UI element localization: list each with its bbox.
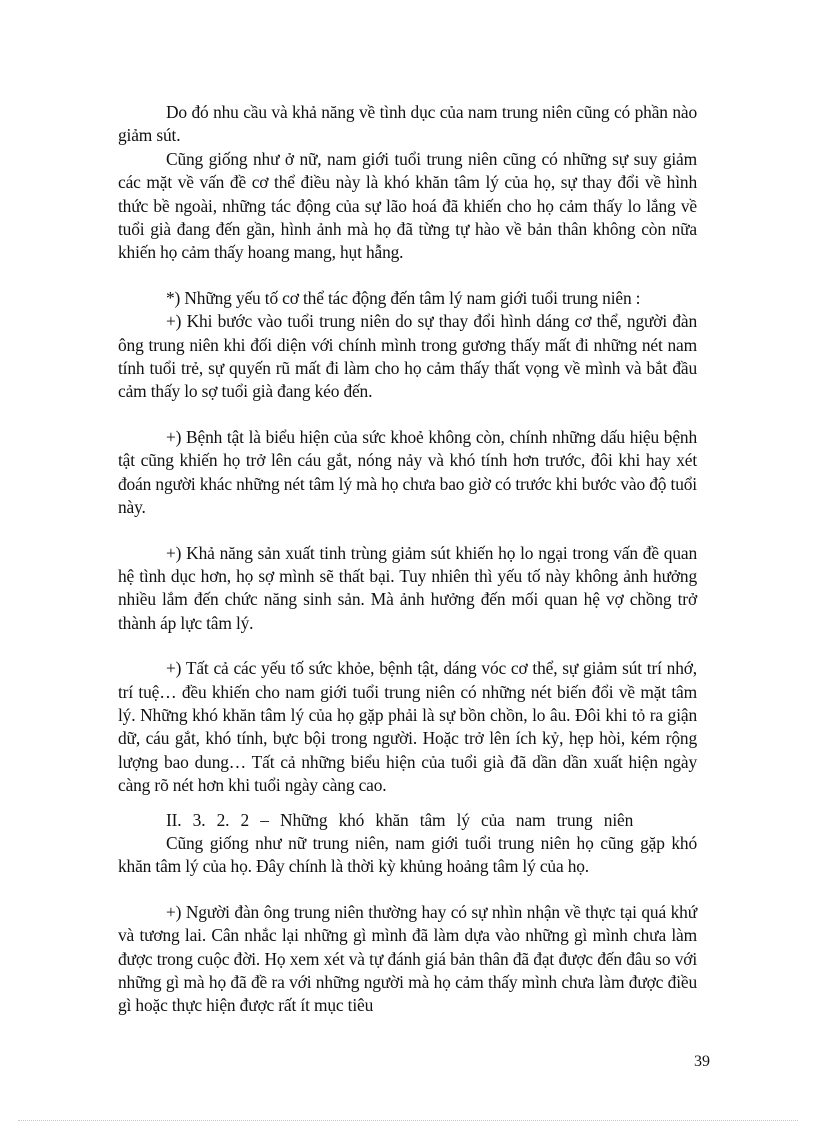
page-body — [118, 101, 697, 1018]
paragraph-crisis: Cũng giống như nữ trung niên, nam giới tuổi trung niên họ cũng gặp khó khăn tâm lý của họ. Đây chính là thời kỳ khủng hoảng tâm lý của họ. — [118, 832, 697, 877]
paragraph-reflection: +) Người đàn ông trung niên thường hay có sự nhìn nhận về thực tại quá khứ và tương lai. Cân nhắc lại những gì mình đã làm dựa vào những gì mình chưa làm được trong cuộc đời. Họ xem xét và tự đánh giá bản thân đã đạt được đến đâu so với những gì mà họ đã đề ra với những người mà họ cảm thấy mình chưa làm được điều gì hoặc thực hiện được rất ít mục tiêu — [118, 901, 697, 1016]
paragraph-intro: Do đó nhu cầu và khả năng về tình dục của nam trung niên cũng có phần nào giảm sút. — [118, 102, 697, 146]
paragraph-all-factors: +) Tất cả các yếu tố sức khỏe, bệnh tật, dáng vóc cơ thể, sự giảm sút trí nhớ, trí tuệ… đều khiến cho nam giới tuổi trung niên có những nét biến đổi về mặt tâm lý. Những khó khăn tâm lý của họ gặp phải là sự bồn chồn, lo âu. Đôi khi tỏ ra giận dữ, cáu gắt, khó tính, bực bội trong người. Hoặc trở lên ích kỷ, hẹp hòi, kém rộng lượng bao dung… Tất cả những biểu hiện của tuổi già đã dần dần xuất hiện ngày càng rõ nét hơn khi tuổi ngày càng cao. — [118, 658, 697, 796]
paragraph-fertility: +) Khả năng sản xuất tinh trùng giảm sút khiến họ lo ngại trong vấn đề quan hệ tình dục hơn, họ sợ mình sẽ thất bại. Tuy nhiên thì yếu tố này không ảnh hưởng nhiều lắm đến chức năng sinh sản. Mà ảnh hưởng đến mối quan hệ vợ chồng trở thành áp lực tâm lý. — [118, 542, 697, 633]
paragraph-body-shape: +) Khi bước vào tuổi trung niên do sự thay đổi hình dáng cơ thể, người đàn ông trung niên khi đối diện với chính mình trong gương thấy mất đi những nét nam tính tuổi trẻ, sự quyến rũ mất đi làm cho họ cảm thấy thất vọng về mình và bắt đầu cảm thấy lo sợ tuổi già đang kéo đến. — [118, 311, 697, 402]
paragraph-physical-decline: Cũng giống như ở nữ, nam giới tuổi trung niên cũng có những sự suy giảm các mặt về vấn đề cơ thể điều này là khó khăn tâm lý của họ, sự thay đổi về hình thức bề ngoài, những tác động của sự lão hoá đã khiến cho họ cảm thấy lo lắng về tuổi già đang đến gần, hình ảnh mà họ đã từng tự hào về bản thân không còn nữa khiến họ cảm thấy hoang mang, hụt hẫng. — [118, 148, 697, 263]
section-subheading-factors: *) Những yếu tố cơ thể tác động đến tâm lý nam giới tuổi trung niên : — [166, 287, 641, 308]
page-number: 39 — [694, 1053, 710, 1070]
section-heading: II. 3. 2. 2 – Những khó khăn tâm lý của nam trung niên — [166, 809, 634, 830]
footer-divider — [18, 1120, 798, 1121]
paragraph-illness: +) Bệnh tật là biểu hiện của sức khoẻ không còn, chính những dấu hiệu bệnh tật cũng khiến họ trở lên cáu gắt, nóng nảy và khó tính hơn trước, đôi khi hay xét đoán người khác những nét tâm lý mà họ chưa bao giờ có trước khi bước vào độ tuổi này. — [118, 426, 697, 518]
